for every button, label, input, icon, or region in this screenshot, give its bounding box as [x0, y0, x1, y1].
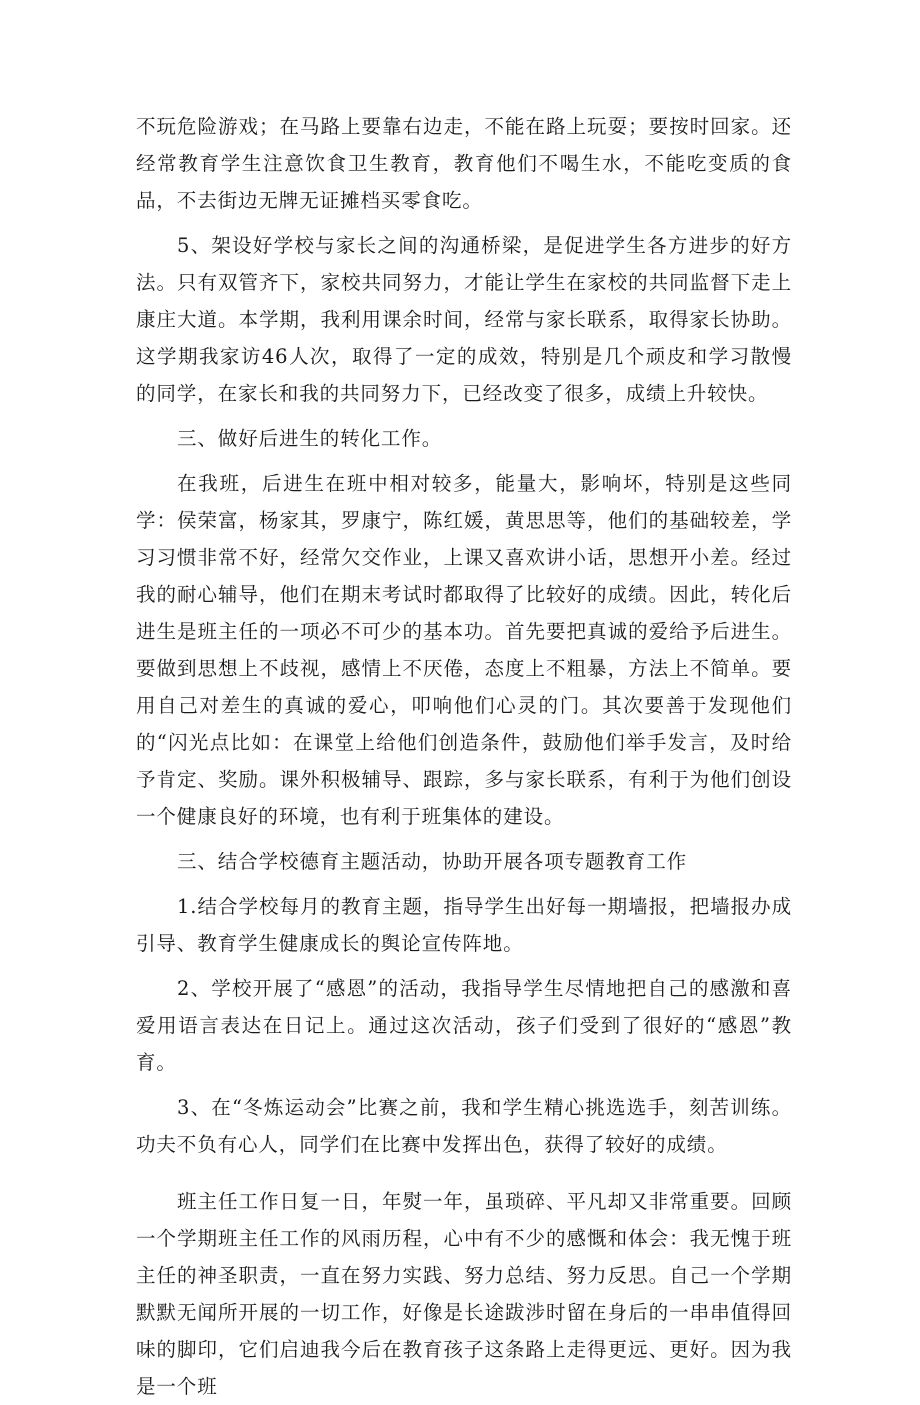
heading-moral-education: 三、结合学校德育主题活动，协助开展各项专题教育工作	[177, 850, 688, 873]
paragraph-safety-education: 不玩危险游戏；在马路上要靠右边走，不能在路上玩耍；要按时回家。还经常教育学生注意饮食卫生教育，教育他们不喝生水，不能吃变质的食品，不去街边无牌无证摊档买零食吃。	[136, 115, 792, 212]
paragraph-conclusion: 班主任工作日复一日，年熨一年，虽琐碎、平凡却又非常重要。回顾一个学期班主任工作的风雨历程，心中有不少的感慨和体会：我无愧于班主任的神圣职责，一直在努力实践、努力总结、努力反思。自己一个学期默默无闻所开展的一切工作，好像是长途跋涉时留在身后的一串串值得回味的脚印，它们启迪我今后在教育孩子这条路上走得更远、更好。因为我是一个班	[136, 1190, 792, 1398]
paragraph-gratitude-activity: 2、学校开展了“感恩”的活动，我指导学生尽情地把自己的感激和喜爱用语言表达在日记上。通过这次活动，孩子们受到了很好的“感恩”教育。	[136, 977, 792, 1074]
paragraph-sports-meeting: 3、在“冬炼运动会”比赛之前，我和学生精心挑选选手，刻苦训练。功夫不负有心人，同学们在比赛中发挥出色，获得了较好的成绩。	[136, 1096, 792, 1156]
paragraph-wall-newspaper: 1.结合学校每月的教育主题，指导学生出好每一期墙报，把墙报办成引导、教育学生健康成长的舆论宣传阵地。	[136, 895, 792, 955]
heading-struggling-students: 三、做好后进生的转化工作。	[177, 427, 443, 450]
paragraph-home-school-bridge: 5、架设好学校与家长之间的沟通桥梁，是促进学生各方进步的好方法。只有双管齐下，家校共同努力，才能让学生在家校的共同监督下走上康庄大道。本学期，我利用课余时间，经常与家长联系，取得家长协助。这学期我家访46人次，取得了一定的成效，特别是几个顽皮和学习散慢的同学，在家长和我的共同努力下，已经改变了很多，成绩上升较快。	[136, 234, 792, 405]
document-body	[136, 108, 792, 1405]
paragraph-struggling-students: 在我班，后进生在班中相对较多，能量大，影响坏，特别是这些同学：侯荣富，杨家其，罗康宁，陈红媛，黄思思等，他们的基础较差，学习习惯非常不好，经常欠交作业，上课又喜欢讲小话，思想开小差。经过我的耐心辅导，他们在期末考试时都取得了比较好的成绩。因此，转化后进生是班主任的一项必不可少的基本功。首先要把真诚的爱给予后进生。要做到思想上不歧视，感情上不厌倦，态度上不粗暴，方法上不简单。要用自己对差生的真诚的爱心，叩响他们心灵的门。其次要善于发现他们的“闪光点比如：在课堂上给他们创造条件，鼓励他们举手发言，及时给予肯定、奖励。课外积极辅导、跟踪，多与家长联系，有利于为他们创设一个健康良好的环境，也有利于班集体的建设。	[136, 472, 792, 828]
